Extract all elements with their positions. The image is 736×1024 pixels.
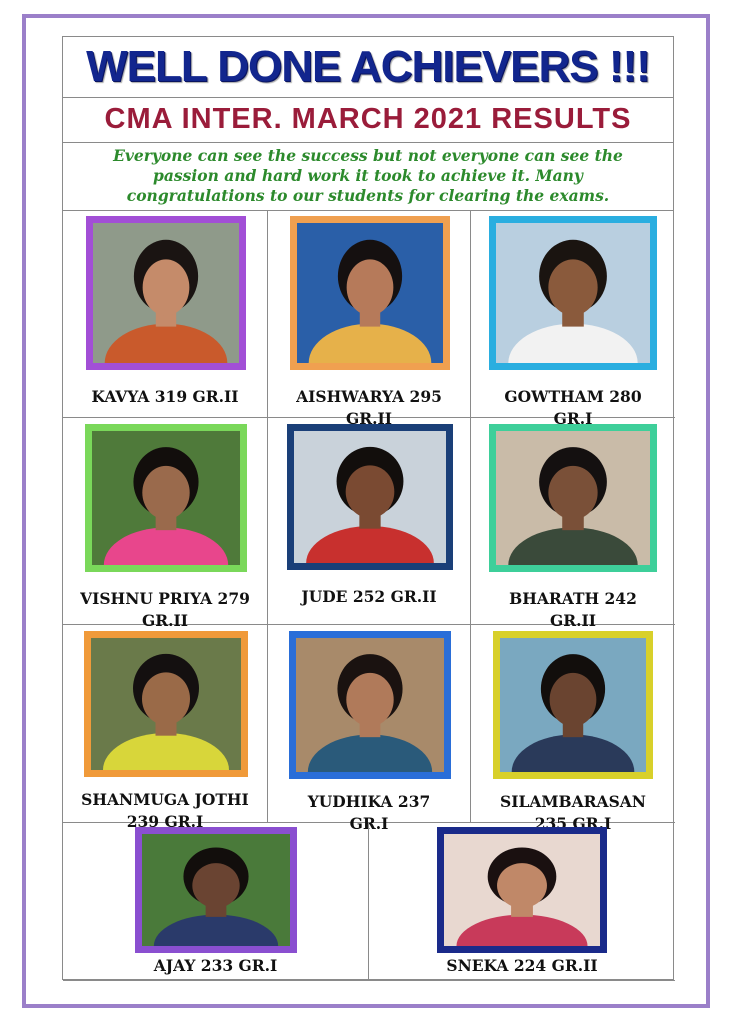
achiever-card-gowtham <box>471 210 675 428</box>
portrait-illustration <box>93 223 239 363</box>
achiever-card-shanmuga-jothi <box>63 625 268 831</box>
portrait-illustration <box>142 834 290 946</box>
quote-line-2: passion and hard work it took to achieve it. Many <box>153 166 583 185</box>
achiever-name-line-1: JUDE 252 GR.II <box>301 587 437 606</box>
achiever-card-ajay <box>63 823 369 981</box>
achiever-photo <box>85 424 247 572</box>
achiever-photo <box>489 216 657 370</box>
achiever-photo <box>84 631 248 777</box>
portrait-illustration <box>294 431 446 563</box>
achiever-card-aishwarya <box>268 210 471 428</box>
achiever-name-line-1: BHARATH 242 <box>509 589 637 608</box>
portrait-illustration <box>444 834 600 946</box>
portrait-illustration <box>500 638 646 772</box>
portrait-illustration <box>496 431 650 565</box>
achiever-name-line-1: SNEKA 224 GR.II <box>446 956 598 975</box>
achiever-photo <box>493 631 653 779</box>
achiever-card-vishnu-priya <box>63 418 268 630</box>
achiever-name-line-1: VISHNU PRIYA 279 <box>80 589 250 608</box>
achiever-photo <box>489 424 657 572</box>
portrait-illustration <box>91 638 241 770</box>
achiever-name <box>63 386 267 408</box>
achiever-name-line-2: GR.II <box>141 611 188 630</box>
achiever-name-line-2: 235 GR.I <box>534 814 612 833</box>
achiever-name-line-2: GR.II <box>345 409 392 428</box>
poster-title: WELL DONE ACHIEVERS !!! <box>86 42 650 91</box>
achiever-photo <box>437 827 607 953</box>
portrait-illustration <box>496 223 650 363</box>
achiever-photo <box>86 216 246 370</box>
quote-row <box>63 142 673 211</box>
achiever-name-line-2: GR.I <box>553 409 593 428</box>
achiever-card-bharath <box>471 418 675 630</box>
achiever-card-jude <box>268 418 471 625</box>
achiever-card-silambarasan <box>471 625 675 833</box>
quote-line-1: Everyone can see the success but not everyone can see the <box>113 146 623 165</box>
title-row <box>63 37 673 98</box>
achiever-name-line-2: GR.II <box>549 611 596 630</box>
achiever-name-line-2: 239 GR.I <box>126 812 204 831</box>
quote-line-3: congratulations to our students for clearing the exams. <box>126 186 610 205</box>
achiever-name <box>369 955 675 977</box>
achiever-card-kavya <box>63 210 268 418</box>
achiever-name-line-1: AJAY 233 GR.I <box>153 956 278 975</box>
achiever-name-line-1: SHANMUGA JOTHI <box>81 790 249 809</box>
portrait-illustration <box>296 638 444 772</box>
achievers-poster <box>62 36 674 980</box>
achiever-card-yudhika <box>268 625 471 833</box>
achiever-photo <box>287 424 453 570</box>
achiever-photo <box>289 631 451 779</box>
achiever-name-line-1: KAVYA 319 GR.II <box>91 387 239 406</box>
achiever-name <box>268 586 470 608</box>
motivational-quote <box>107 146 629 206</box>
achiever-name-line-1: YUDHIKA 237 <box>307 792 431 811</box>
achiever-card-sneka <box>369 823 675 981</box>
achiever-name <box>63 955 368 977</box>
portrait-illustration <box>297 223 443 363</box>
portrait-illustration <box>92 431 240 565</box>
achiever-photo <box>290 216 450 370</box>
achiever-name-line-1: GOWTHAM 280 <box>504 387 642 406</box>
achiever-name-line-1: AISHWARYA 295 <box>296 387 442 406</box>
subtitle-row <box>63 97 673 143</box>
achiever-name-line-1: SILAMBARASAN <box>500 792 646 811</box>
achiever-photo <box>135 827 297 953</box>
achiever-name-line-2: GR.I <box>349 814 389 833</box>
poster-subtitle: CMA INTER. MARCH 2021 RESULTS <box>104 103 632 135</box>
